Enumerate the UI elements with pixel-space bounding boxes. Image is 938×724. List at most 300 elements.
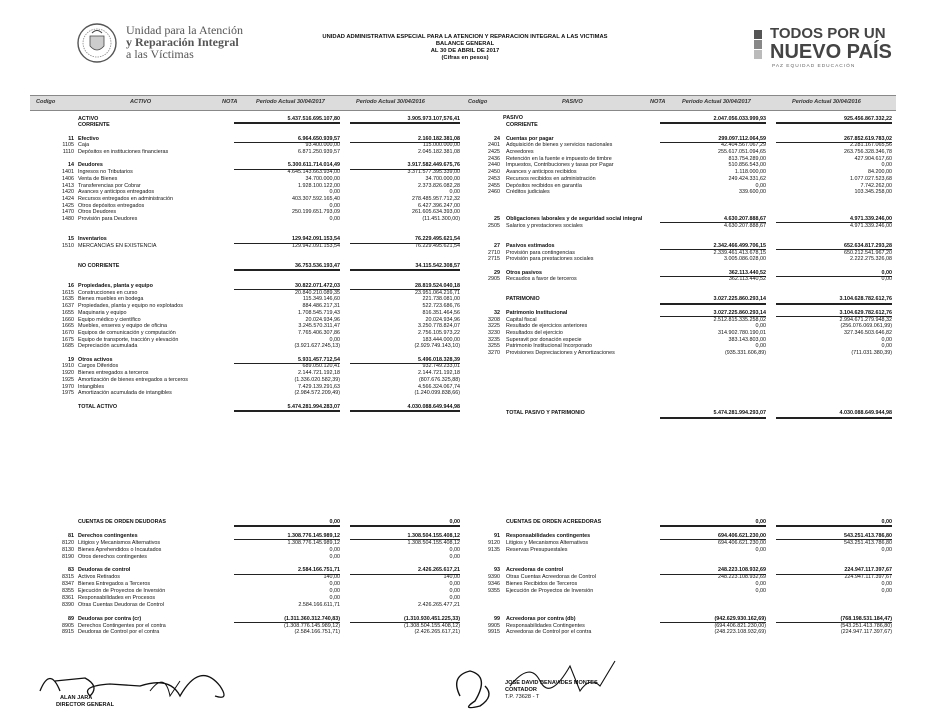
table-row: [44, 404, 464, 410]
amount-previous: (256.076.069.061,99): [840, 323, 892, 330]
account-name: Otras Cuentas Acreedoras de Control: [506, 574, 596, 581]
account-name: Recaudos a favor de terceros: [506, 276, 577, 283]
table-row: [44, 310, 464, 316]
table-row: [44, 243, 464, 249]
amount-current: 93.400.000,00: [305, 142, 340, 149]
account-name: Otros derechos contingentes: [78, 553, 147, 560]
account-name: Efectivo: [78, 135, 99, 142]
account-name: Cargos Diferidos: [78, 363, 119, 370]
col-anterior-left: Periodo Actual 30/04/2016: [356, 99, 425, 105]
amount-current: 0,00: [329, 553, 340, 560]
account-name: Deudoras de Control por el contra: [78, 629, 160, 636]
account-code: 2436: [488, 155, 500, 162]
table-row: [470, 223, 900, 229]
account-code: 9355: [488, 588, 500, 594]
amount-current: 7.765.406.307,86: [298, 329, 340, 336]
amount-previous: 652.634.817.293,28: [776, 243, 892, 250]
account-name: Acreedoras por contra (db): [506, 615, 576, 622]
table-row: [470, 533, 900, 539]
account-code: 9905: [488, 622, 500, 629]
table-row: [470, 330, 900, 336]
account-code: 3270: [488, 350, 500, 356]
amount-previous: 0,00: [881, 588, 892, 594]
table-row: [44, 323, 464, 329]
account-code: 1424: [62, 195, 74, 202]
table-row: [44, 357, 464, 363]
amount-previous: 0,00: [449, 594, 460, 601]
amount-previous: 0,00: [449, 546, 460, 553]
amount-current: 3.005.086.028,00: [724, 256, 766, 263]
account-name: Acreedores: [506, 149, 534, 155]
amount-previous: 2.756.105.973,22: [418, 329, 460, 336]
amount-current: 0,00: [329, 594, 340, 601]
table-row: [44, 189, 464, 195]
gov-logo-line3: PAZ EQUIDAD EDUCACIÓN: [772, 64, 856, 69]
amount-current: 5.474.281.994.283,07: [234, 404, 340, 412]
table-row: [470, 390, 900, 396]
table-row: [44, 276, 464, 282]
account-name: Deudoras de control: [78, 567, 131, 574]
table-row: [470, 303, 900, 309]
amount-current: 383.143.803,00: [728, 336, 766, 343]
table-row: [470, 574, 900, 580]
table-row: [470, 156, 900, 162]
account-name: Responsabilidades en Procesos: [78, 594, 156, 601]
amount-previous: 103.345.258,00: [854, 189, 892, 196]
account-code: 2905: [488, 276, 500, 283]
amount-previous: 925.456.867.332,22: [776, 116, 892, 124]
amount-previous: 0,00: [449, 553, 460, 560]
account-name: Provisión para Deudores: [78, 216, 138, 222]
table-row: [44, 567, 464, 573]
table-row: [44, 196, 464, 202]
table-row: [44, 595, 464, 601]
amount-previous: 1.308.504.155.408,12: [350, 533, 460, 540]
account-name: Impuestos, Contribuciones y tasas por Pagar: [506, 162, 614, 169]
account-name: Propiedades, planta y equipo no explotados: [78, 303, 183, 310]
account-code: 1970: [62, 383, 74, 390]
amount-current: 249.424.331,62: [728, 175, 766, 182]
table-row: [470, 397, 900, 403]
account-code: 11: [68, 135, 74, 142]
amount-current: 0,00: [755, 546, 766, 553]
table-row: [470, 149, 900, 155]
gov-logo-line2: NUEVO PAÍS: [770, 41, 892, 63]
account-name: Provisión para prestaciones sociales: [506, 256, 594, 263]
amount-previous: 327.346.503.646,82: [844, 329, 892, 336]
account-name: Otros activos: [78, 356, 113, 363]
table-row: [44, 236, 464, 242]
amount-current: 694.406.621.230,00: [718, 539, 766, 546]
account-name: Maquinaria y equipo: [78, 309, 127, 316]
amount-current: 0,00: [755, 343, 766, 350]
amount-current: 813.754.289,00: [728, 155, 766, 162]
account-code: 2710: [488, 249, 500, 256]
table-row: [44, 526, 464, 532]
account-code: 14: [68, 162, 74, 169]
table-row: [470, 595, 900, 601]
table-row: [44, 176, 464, 182]
account-code: 9390: [488, 574, 500, 581]
amount-previous: 3.905.973.107,576,41: [350, 116, 460, 124]
account-code: 32: [494, 309, 500, 316]
amount-previous: 0,00: [881, 276, 892, 283]
account-name: Superavit por donación especie: [506, 336, 582, 343]
table-row: [44, 290, 464, 296]
account-name: Otros pasivos: [506, 269, 542, 276]
account-name: Créditos judiciales: [506, 189, 550, 196]
amount-previous: 0,00: [776, 270, 892, 277]
table-row: [44, 554, 464, 560]
table-row: [44, 377, 464, 383]
amount-current: 689.050.120,41: [302, 363, 340, 370]
account-name: Recursos entregados en administración: [78, 195, 173, 202]
amount-previous: 2.994.671.279.948,32: [839, 316, 892, 323]
table-row: [44, 629, 464, 635]
col-nota-left: NOTA: [222, 99, 238, 105]
account-name: Retención en la fuente e impuesto de timbre: [506, 155, 612, 162]
amount-current: 0,00: [755, 581, 766, 588]
account-code: 9135: [488, 546, 500, 553]
brand-mark-icon: [752, 30, 764, 60]
account-name: Deudoras por contra (cr): [78, 615, 142, 622]
amount-current: (1.308.776.145.989,12): [283, 622, 340, 629]
account-name: CUENTAS DE ORDEN DEUDORAS: [78, 519, 166, 525]
account-code: 2425: [488, 149, 500, 155]
account-name: CORRIENTE: [506, 122, 538, 129]
table-row: [44, 390, 464, 396]
amount-previous: 0,00: [881, 546, 892, 553]
amount-current: 884.486.217,31: [302, 303, 340, 310]
table-row: [44, 169, 464, 175]
amount-previous: 263.756.328.346,78: [844, 149, 892, 155]
government-logo: [752, 24, 912, 74]
table-row: [470, 350, 900, 356]
table-row: [470, 203, 900, 209]
table-row: [44, 203, 464, 209]
account-name: Responsabilidades Contingentes: [506, 622, 585, 629]
account-name: Reservas Presupuestales: [506, 546, 568, 553]
amount-current: 1.308.776.145.989,12: [287, 539, 340, 546]
amount-current: 140,00: [323, 574, 340, 581]
table-row: [470, 404, 900, 410]
amount-current: 3.027.225.860.293,14: [660, 296, 766, 304]
table-row: [470, 243, 900, 249]
table-row: [470, 616, 900, 622]
amount-current: (2.584.166.751,71): [294, 629, 340, 636]
amount-current: 115.349.146,60: [302, 296, 340, 303]
accountant-license: T.P. 73628 - T: [505, 694, 540, 700]
table-row: [44, 116, 464, 122]
account-name: Bienes muebles en bodega: [78, 296, 144, 303]
account-code: 81: [68, 532, 74, 539]
amount-current: (248.223.108.932,69): [714, 629, 766, 636]
amount-current: 3.245.570.311,47: [298, 323, 340, 330]
account-code: 8361: [62, 594, 74, 601]
amount-previous: 543.251.413.786,80: [844, 539, 892, 546]
account-code: 2455: [488, 182, 500, 189]
agency-logo-line2: y Reparación Integral: [126, 35, 239, 49]
amount-current: 6.871.250.939,57: [298, 149, 340, 155]
table-row: [470, 526, 900, 532]
amount-previous: (1.310.930.451.225,33): [350, 616, 460, 623]
amount-current: 6.964.650.939,57: [234, 136, 340, 143]
table-row: [470, 209, 900, 215]
amount-current: 1.928.100.122,00: [298, 182, 340, 189]
amount-current: (3.921.627.245,13): [294, 343, 340, 350]
account-code: 1675: [62, 336, 74, 343]
amount-previous: (1.308.504.155.408,12): [403, 622, 460, 629]
coat-of-arms-icon: [74, 22, 120, 64]
amount-current: 314.902.780.190,01: [718, 329, 766, 336]
account-name: Bienes Recibidos de Terceros: [506, 581, 578, 588]
table-row: [44, 270, 464, 276]
account-code: 1910: [62, 363, 74, 370]
table-row: [470, 229, 900, 235]
account-name: Equipos de comunicación y computación: [78, 329, 176, 336]
amount-previous: (224.947.117.397,67): [840, 629, 892, 636]
table-row: [44, 129, 464, 135]
table-row: [44, 317, 464, 323]
pasivo-label: PASIVO: [503, 115, 523, 121]
amount-current: 0,00: [329, 202, 340, 209]
amount-current: (2.984.572.209,49): [294, 390, 340, 397]
table-row: [470, 567, 900, 573]
amount-previous: 140,00: [443, 574, 460, 581]
amount-current: 0,00: [329, 546, 340, 553]
table-row: [470, 196, 900, 202]
account-code: 1665: [62, 323, 74, 330]
amount-previous: 2.281.167.065,56: [850, 142, 892, 149]
table-row: [44, 142, 464, 148]
account-name: Transferencias por Cobrar: [78, 182, 141, 189]
account-code: 9346: [488, 581, 500, 588]
amount-previous: 0,00: [881, 162, 892, 169]
table-row: [44, 250, 464, 256]
account-code: 24: [494, 135, 500, 142]
amount-previous: 3.250.778.824,07: [418, 323, 460, 330]
account-code: 2450: [488, 169, 500, 176]
account-name: Litigios y Mecanismos Alternativos: [78, 539, 161, 546]
amount-previous: 278.485.957.712,32: [412, 195, 460, 202]
account-name: CORRIENTE: [78, 122, 110, 129]
table-row: [44, 623, 464, 629]
title-entity: UNIDAD ADMINISTRATIVA ESPECIAL PARA LA ATENCION Y REPARACION INTEGRAL A LAS VICTIMAS: [322, 34, 608, 40]
account-name: Muebles, enseres y equipo de oficina: [78, 323, 168, 330]
title-date: AL 30 DE ABRIL DE 2017: [430, 48, 500, 54]
account-name: MERCANCIAS EN EXISTENCIA: [78, 242, 157, 249]
amount-previous: 3.104.628.782.612,76: [776, 296, 892, 304]
account-code: 2453: [488, 175, 500, 182]
table-row: [44, 183, 464, 189]
table-row: [470, 122, 900, 128]
amount-previous: 76.229.495.621,54: [350, 236, 460, 243]
table-row: [44, 588, 464, 594]
amount-current: 30.822.071.472,03: [234, 283, 340, 290]
amount-current: 0,00: [755, 182, 766, 189]
account-name: Caja: [78, 142, 90, 149]
amount-previous: 932.749.233,01: [422, 363, 460, 370]
amount-previous: (1.240.099.838,66): [414, 390, 460, 397]
account-name: TOTAL ACTIVO: [78, 403, 118, 410]
account-code: 15: [68, 236, 74, 243]
col-actual-left: Periodo Actual 30/04/2017: [256, 99, 325, 105]
amount-current: 0,00: [660, 519, 766, 527]
account-code: 2460: [488, 189, 500, 196]
amount-current: 2.047.056.033.999,93: [660, 116, 766, 124]
account-name: Propiedades, planta y equipo: [78, 283, 153, 289]
table-row: [44, 337, 464, 343]
amount-previous: 7.742.262,00: [860, 182, 892, 189]
amount-current: 20.840.210.089,35: [295, 289, 340, 296]
amount-previous: 3.104.629.782.612,76: [776, 310, 892, 317]
table-row: [470, 410, 900, 416]
account-code: 83: [68, 567, 74, 574]
col-actual-right: Periodo Actual 30/04/2017: [682, 99, 751, 105]
table-row: [470, 609, 900, 615]
amount-previous: 267.852.619.783,02: [776, 136, 892, 143]
account-code: 1920: [62, 370, 74, 377]
amount-current: 42.404.567.067,29: [721, 142, 766, 149]
gov-logo-line1: TODOS POR UN: [770, 25, 886, 42]
table-row: [470, 540, 900, 546]
amount-current: 1.308.776.145.989,12: [234, 533, 340, 540]
table-row: [470, 250, 900, 256]
account-code: 93: [494, 567, 500, 574]
col-anterior-right: Periodo Actual 30/04/2016: [792, 99, 861, 105]
account-code: 3255: [488, 343, 500, 350]
amount-current: 4.630.207.888,67: [660, 216, 766, 223]
account-code: 1635: [62, 296, 74, 303]
account-code: 1975: [62, 390, 74, 397]
amount-previous: 34.115.542.308,57: [350, 263, 460, 271]
col-codigo-right: Codigo: [468, 99, 488, 105]
account-code: 8355: [62, 588, 74, 594]
col-activo: ACTIVO: [130, 99, 152, 105]
account-name: ACTIVO: [78, 115, 99, 122]
table-row: [470, 236, 900, 242]
amount-current: 5.474.281.994.293,07: [660, 410, 766, 418]
table-row: [470, 629, 900, 635]
account-code: 8120: [62, 539, 74, 546]
amount-current: 0,00: [329, 189, 340, 196]
table-row: [470, 129, 900, 135]
account-code: 1685: [62, 343, 74, 350]
amount-previous: (2.426.265.617,21): [414, 629, 460, 636]
title-report: BALANCE GENERAL: [435, 41, 495, 47]
account-code: 8190: [62, 553, 74, 560]
amount-previous: 20.024.934,96: [425, 316, 460, 323]
table-row: [44, 363, 464, 369]
report-title: [300, 34, 630, 62]
account-name: Resultados del ejercicio: [506, 329, 563, 336]
account-name: Cuentas por pagar: [506, 135, 554, 142]
amount-previous: 84.200,00: [868, 169, 892, 176]
amount-previous: (807.676.325,88): [418, 376, 460, 383]
amount-current: 510.856.543,00: [728, 162, 766, 169]
table-row: [44, 229, 464, 235]
table-row: [470, 216, 900, 222]
table-row: [44, 162, 464, 168]
account-name: TOTAL PASIVO Y PATRIMONIO: [506, 410, 585, 417]
table-row: [470, 547, 900, 553]
amount-previous: (768.198.531.184,47): [776, 616, 892, 623]
account-code: 89: [68, 615, 74, 622]
table-row: [470, 357, 900, 363]
account-name: Derechos contingentes: [78, 532, 138, 539]
amount-previous: 2.160.182.381,08: [350, 136, 460, 143]
amount-previous: 4.971.339.246,00: [850, 222, 892, 229]
account-code: 1655: [62, 309, 74, 316]
amount-previous: 76.229.495.621,54: [415, 242, 460, 249]
account-code: 3235: [488, 336, 500, 343]
account-code: 9915: [488, 629, 500, 636]
account-code: 9120: [488, 539, 500, 546]
amount-current: 7.429.139.291,63: [298, 383, 340, 390]
amount-current: 2.584.166.751,71: [234, 567, 340, 574]
account-name: Bienes Aprehendidos o Incautados: [78, 546, 162, 553]
account-name: Equipo de transporte, tracción y elevación: [78, 336, 179, 343]
account-code: 1660: [62, 316, 74, 323]
accountant-title: CONTADOR: [505, 687, 537, 693]
account-name: Depósitos recibidos en garantía: [506, 182, 582, 189]
table-row: [44, 156, 464, 162]
account-name: Activos Retirados: [78, 574, 120, 581]
account-code: 99: [494, 615, 500, 622]
amount-current: 0,00: [329, 581, 340, 588]
amount-current: 2.342.466.499.706,15: [660, 243, 766, 250]
amount-previous: 1.308.504.155.408,12: [407, 539, 460, 546]
amount-previous: 522.723.686,76: [422, 303, 460, 310]
account-name: Amortización acumulada de intangibles: [78, 390, 172, 397]
amount-previous: 427.904.617,60: [854, 155, 892, 162]
amount-previous: 0,00: [881, 336, 892, 343]
amount-current: 5.437.516.695.107,80: [234, 116, 340, 124]
account-code: 8915: [62, 629, 74, 636]
table-row: [44, 533, 464, 539]
amount-previous: (543.251.413.786,80): [840, 622, 892, 629]
account-name: Salarios y prestaciones sociales: [506, 222, 583, 229]
table-row: [470, 283, 900, 289]
table-row: [44, 149, 464, 155]
account-name: Litigios y Mecanismos Alternativos: [506, 539, 589, 546]
account-name: Responsabilidades contingentes: [506, 532, 591, 539]
amount-previous: 1.077.027.523,68: [850, 175, 892, 182]
amount-current: 0,00: [755, 588, 766, 594]
amount-previous: 0,00: [776, 519, 892, 527]
account-name: Otros depósitos entregados: [78, 202, 145, 209]
account-name: Capital fiscal: [506, 316, 537, 323]
account-code: 1510: [62, 242, 74, 249]
table-row: [44, 609, 464, 615]
account-name: Resultado de ejercicios anteriores: [506, 323, 588, 330]
table-row: [470, 183, 900, 189]
account-name: Otras Cuentas Deudoras de Control: [78, 601, 164, 608]
amount-current: 2.584.166.611,71: [298, 601, 340, 608]
table-row: [470, 317, 900, 323]
table-row: [44, 370, 464, 376]
table-row: [470, 136, 900, 142]
amount-current: 1.708.545.719,43: [298, 309, 340, 316]
amount-current: 403.307.592.165,40: [292, 195, 340, 202]
accountant-name: JOSE DAVID BENAVIDES MONTES: [505, 680, 598, 686]
account-code: 25: [494, 216, 500, 222]
account-name: Bienes Entregados a Terceros: [78, 581, 151, 588]
amount-previous: 0,00: [449, 581, 460, 588]
amount-current: (942.629.930.162,69): [660, 616, 766, 623]
amount-current: 248.223.108.932,69: [660, 567, 766, 574]
col-pasivo: PASIVO: [562, 99, 583, 105]
